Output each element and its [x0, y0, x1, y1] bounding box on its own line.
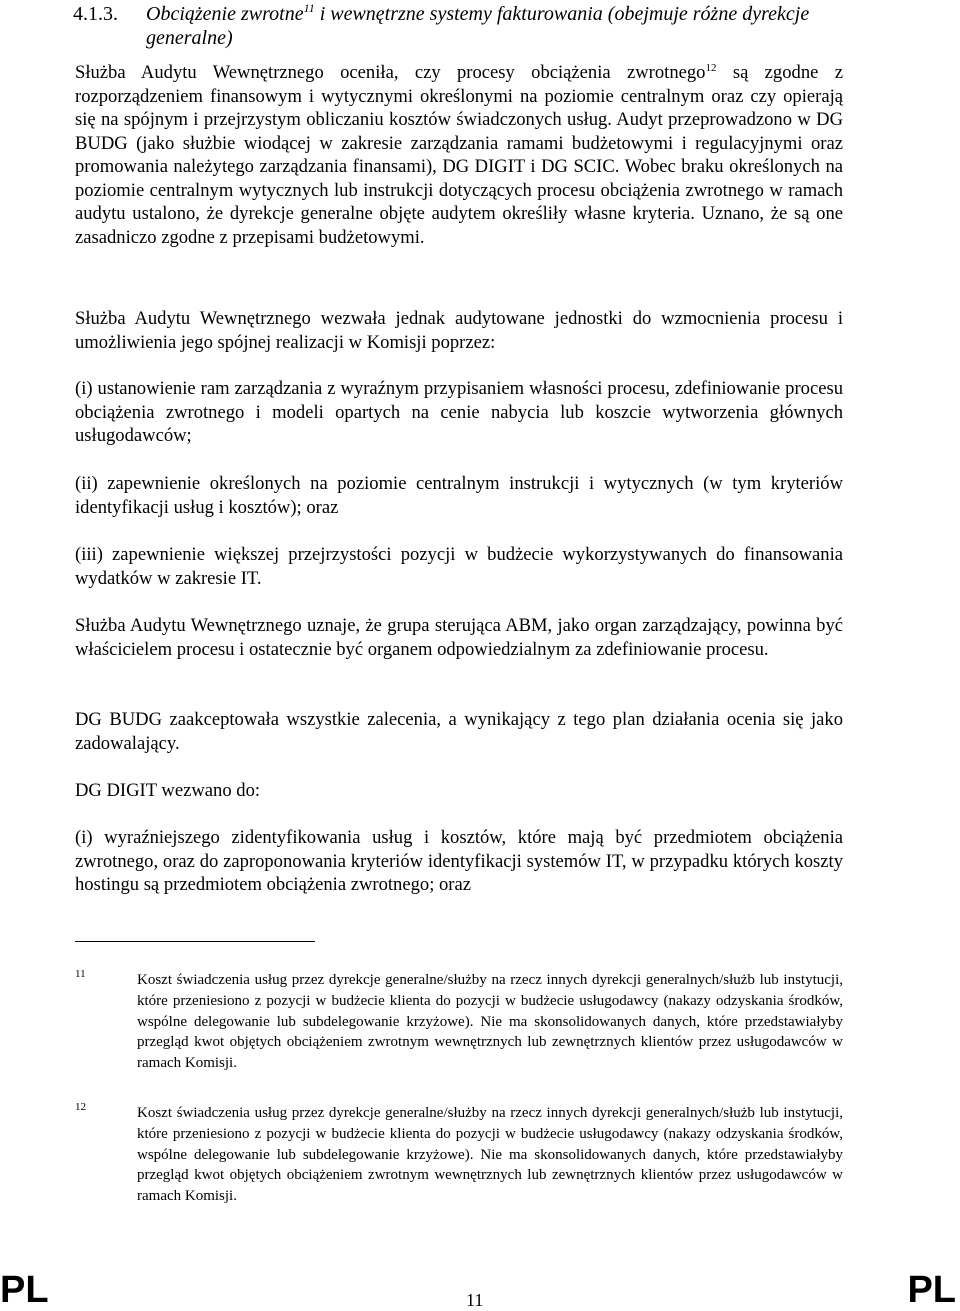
section-title-part2: i wewnętrzne systemy fakturowania (obejmuje różne dyrekcje generalne)	[146, 3, 810, 49]
paragraph-3: (i) ustanowienie ram zarządzania z wyraźnym przypisaniem własności procesu, zdefiniowanie procesu obciążenia zwrotnego i modeli opartych na cenie nabycia lub koszcie wytworzenia głównych usługodawców;	[75, 378, 843, 446]
page-number: 11	[466, 1290, 484, 1310]
footer-language-right: PL	[907, 1269, 956, 1311]
section-number: 4.1.3.	[73, 3, 118, 25]
footnote-number: 11	[75, 968, 86, 980]
paragraph-6: Służba Audytu Wewnętrznego uznaje, że grupa sterująca ABM, jako organ zarządzający, powinna być właścicielem procesu i ostatecznie być organem odpowiedzialnym za zdefiniowanie procesu.	[75, 615, 843, 660]
paragraph-2: Służba Audytu Wewnętrznego wezwała jednak audytowane jednostki do wzmocnienia procesu i umożliwienia jego spójnej realizacji w Komisji poprzez:	[75, 308, 843, 353]
footnote-12	[75, 1103, 843, 1207]
section-title	[73, 2, 843, 50]
paragraph-1	[75, 61, 843, 249]
paragraph-5: (iii) zapewnienie większej przejrzystości pozycji w budżecie wykorzystywanych do finansowania wydatków w zakresie IT.	[75, 544, 843, 589]
paragraph-7: DG BUDG zaakceptowała wszystkie zalecenia, a wynikający z tego plan działania ocenia się jako zadowalający.	[75, 709, 843, 754]
footnote-text: Koszt świadczenia usług przez dyrekcje generalne/służby na rzecz innych dyrekcji generalnych/służb lub instytucji, które przeniesiono z pozycji w budżecie klienta do pozycji w budżecie usługodawcy (nakazy odzyskania środków, wspólne delegowanie lub subdelegowanie krzyżowe). Nie ma skonsolidowanych danych, które przedstawiałyby przegląd kwot objętych obciążeniem zwrotnym wewnętrznych lub zewnętrznych klientów przez usługodawców w ramach Komisji.	[137, 1105, 843, 1205]
footnote-number: 12	[75, 1101, 86, 1113]
footer-language-left: PL	[0, 1269, 49, 1311]
paragraph-9: (i) wyraźniejszego zidentyfikowania usług i kosztów, które mają być przedmiotem obciążenia zwrotnego, oraz do zaproponowania kryteriów identyfikacji systemów IT, w przypadku których koszty hostingu są przedmiotem obciążenia zwrotnego; oraz	[75, 827, 843, 895]
paragraph-4: (ii) zapewnienie określonych na poziomie centralnym instrukcji i wytycznych (w tym kryteriów identyfikacji usług i kosztów); oraz	[75, 473, 843, 518]
paragraph-8: DG DIGIT wezwano do:	[75, 780, 261, 801]
footnote-text: Koszt świadczenia usług przez dyrekcje generalne/służby na rzecz innych dyrekcji generalnych/służb lub instytucji, które przeniesiono z pozycji w budżecie klienta do pozycji w budżecie usługodawcy (nakazy odzyskania środków, wspólne delegowanie lub subdelegowanie krzyżowe). Nie ma skonsolidowanych danych, które przedstawiałyby przegląd kwot objętych obciążeniem zwrotnym wewnętrznych lub zewnętrznych klientów przez usługodawców w ramach Komisji.	[137, 972, 843, 1072]
paragraph-1-part2: są zgodne z rozporządzeniem finansowym i wytycznymi określonymi na poziomie centralnym oraz czy opierają się na spójnym i przejrzystym obliczaniu kosztów świadczonych usług. Audyt przeprowadzono w DG BUDG (jako służbie wiodącej w zakresie zarządzania ramami budżetowymi i regulacyjnymi oraz promowania należytego zarządzania finansami), DG DIGIT i DG SCIC. Wobec braku określonych na poziomie centralnym wytycznych lub instrukcji dotyczących procesu obciążenia zwrotnego w ramach audytu ustalono, że dyrekcje generalne objęte audytem określiły własne kryteria. Uznano, że są one zasadniczo zgodne z przepisami budżetowymi.	[75, 62, 843, 248]
footnote-ref-12[interactable]: 12	[705, 62, 717, 74]
footnote-separator	[75, 941, 315, 942]
section-title-part1: Obciążenie zwrotne	[146, 3, 304, 25]
paragraph-1-part1: Służba Audytu Wewnętrznego oceniła, czy procesy obciążenia zwrotnego	[75, 62, 706, 83]
footnote-ref-11[interactable]: 11	[303, 1, 315, 15]
section-heading	[73, 2, 843, 50]
footnote-11	[75, 970, 843, 1074]
